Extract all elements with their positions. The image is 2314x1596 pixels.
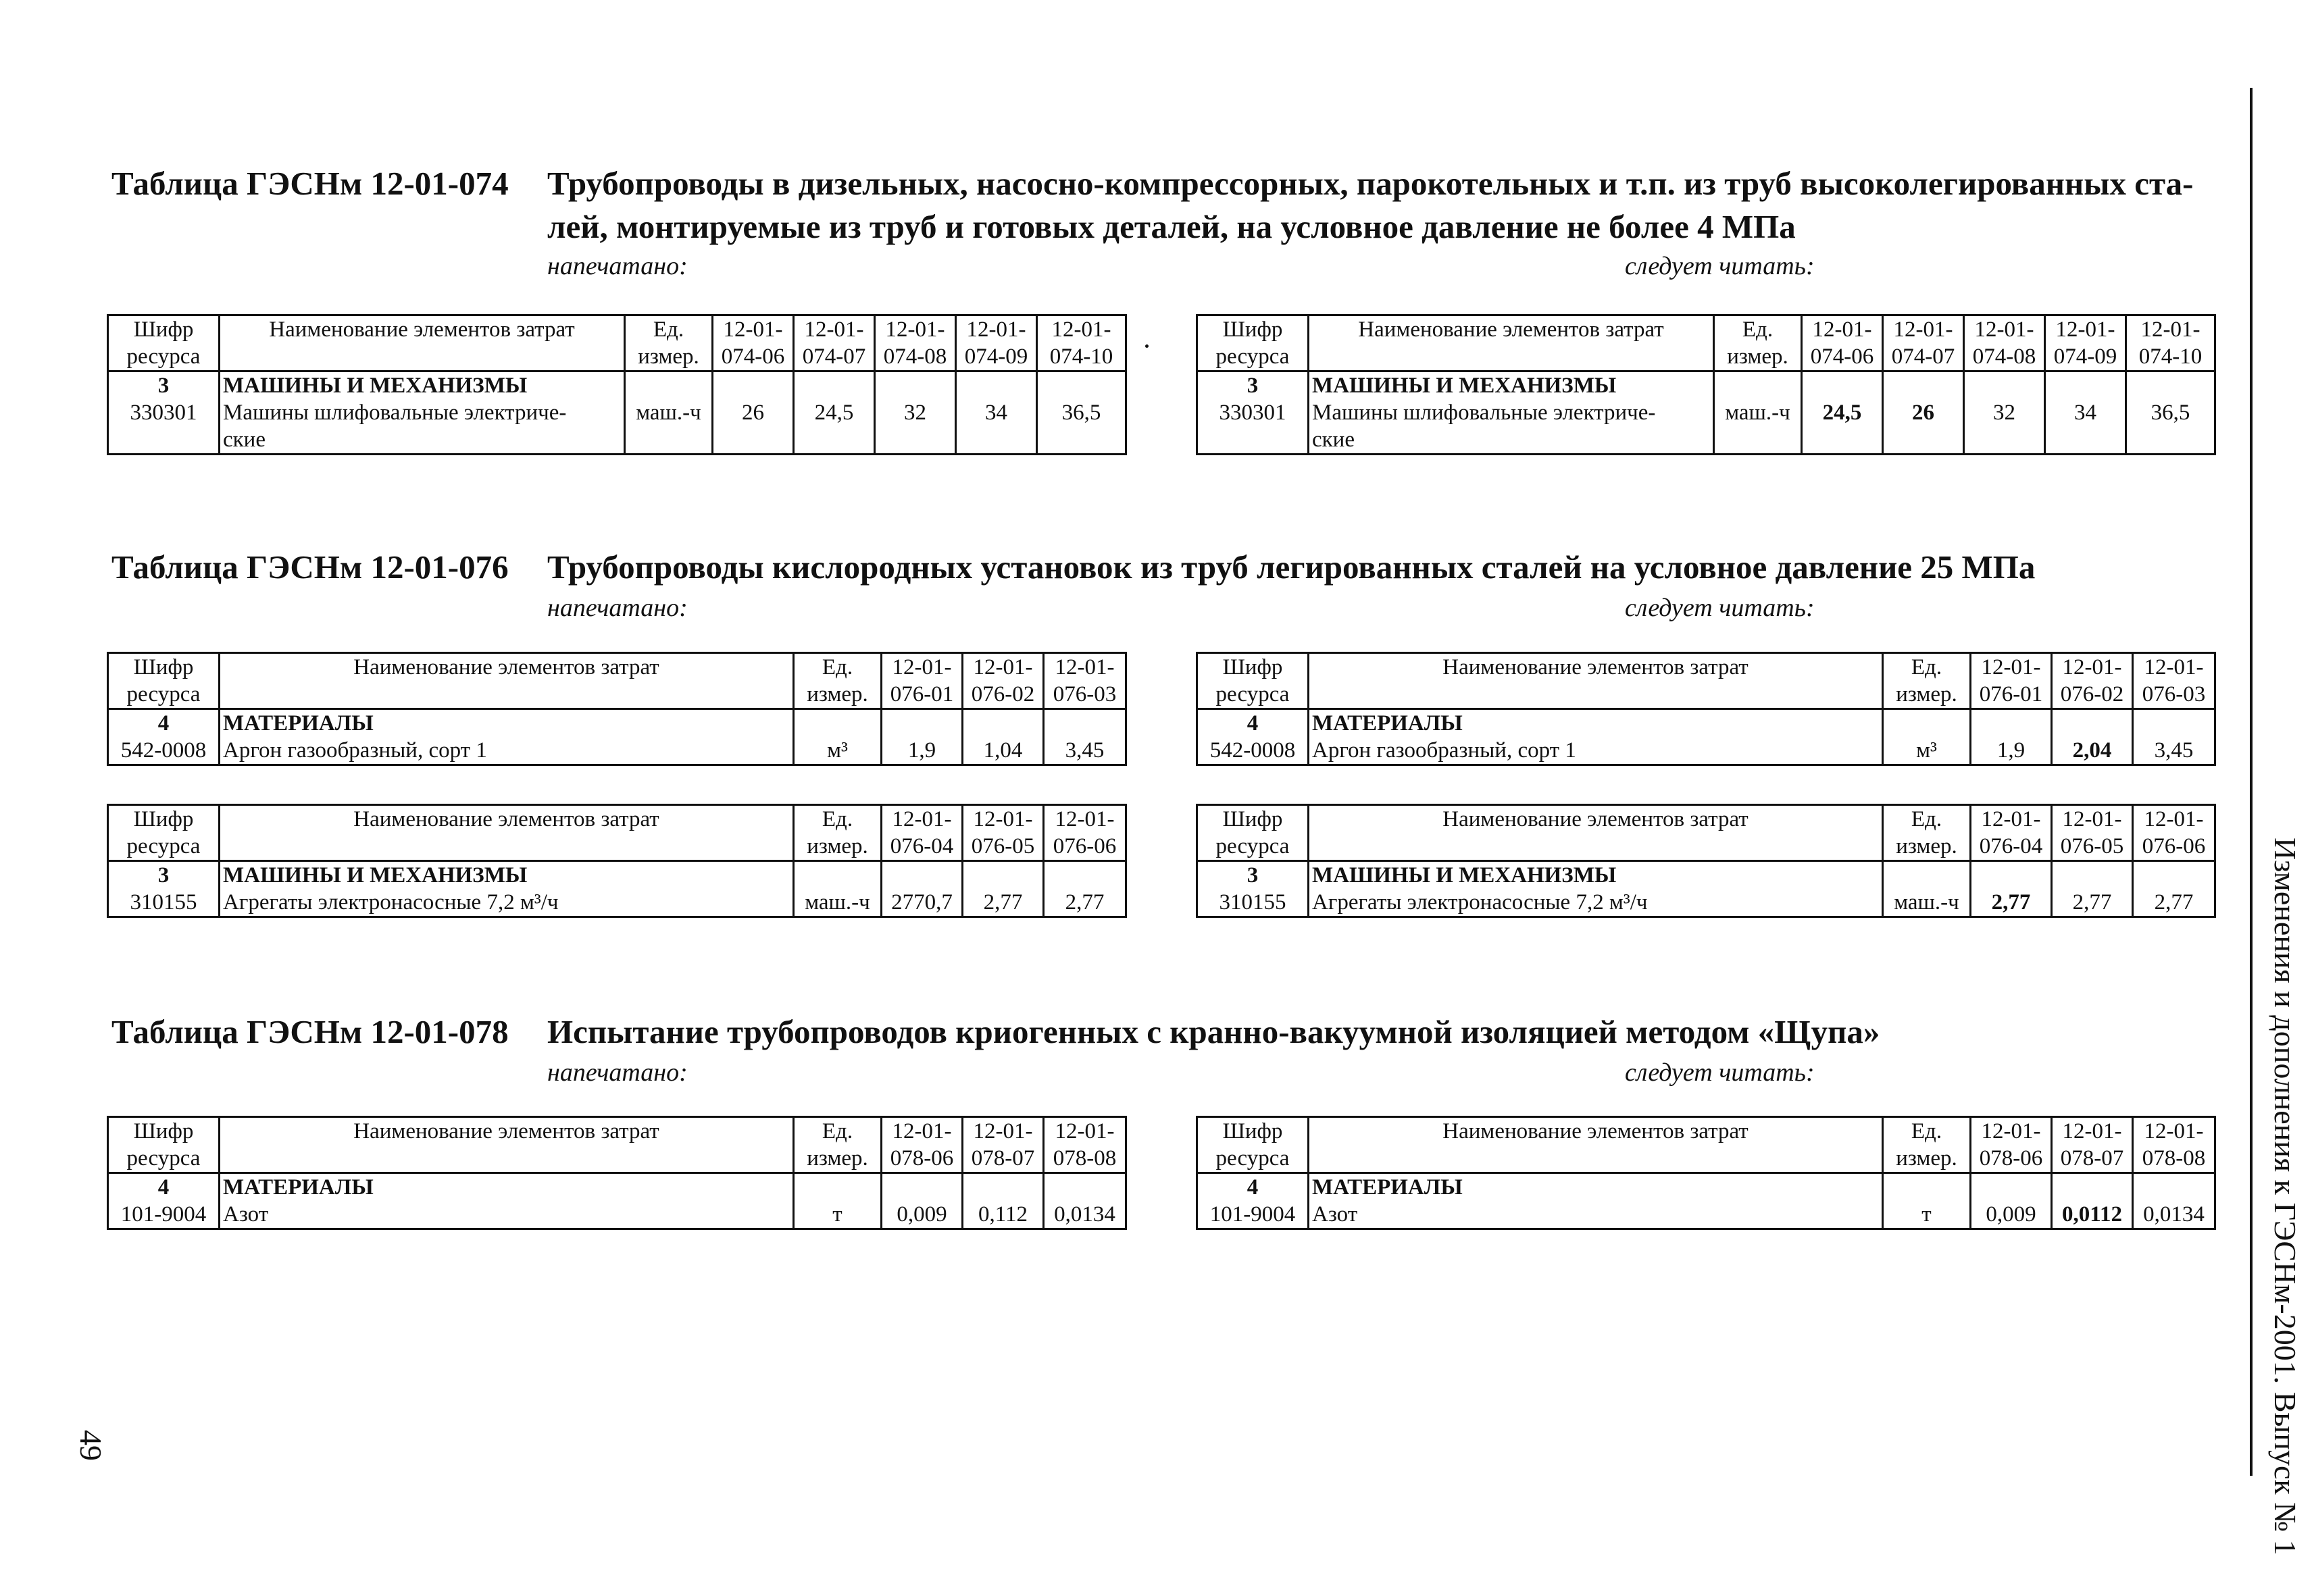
table-row: 330301 Машины шлифовальные электриче- ские маш.-ч 26 24,5 32 34 36,5 (108, 399, 1126, 455)
table-076-a-printed: Шифр Наименование элементов затрат Ед. 12-01- 12-01- 12-01- ресурса измер. 076-01 076-02 076-03 4 МАТЕРИАЛЫ 542-0008 Аргон газообразный, сорт 1 м³ 1,9 1,04 3,45 (107, 652, 1127, 766)
group-row: 4 МАТЕРИАЛЫ (1197, 1173, 2215, 1202)
header-code: Шифр (108, 315, 220, 344)
col-header: 074-08 (875, 343, 956, 371)
printed-label: напечатано: (547, 594, 688, 622)
table-code: Таблица ГЭСНм 12-01-076 (111, 548, 509, 586)
table-caption: Трубопроводы в дизельных, насосно-компрессорных, парокотельных и т.п. из труб высоколегированных ста- лей, монтируемые из труб и готовых деталей, на условное давление не более 4 МПа (547, 165, 2194, 245)
header-unit: Ед. (625, 315, 713, 344)
header-code-2: ресурса (108, 343, 220, 371)
table-076-b-should-read: Шифр Наименование элементов затрат Ед. 12-01- 12-01- 12-01- ресурса измер. 076-04 076-05 076-06 3 МАШИНЫ И МЕХАНИЗМЫ 310155 Агрегаты электронасосные 7,2 м³/ч маш.-ч 2,77 2,77 2,77 (1196, 804, 2216, 918)
table-caption: Трубопроводы кислородных установок из труб легированных сталей на условное давление 25 МПа (547, 548, 2036, 586)
dot-mark (1145, 344, 1149, 348)
table-row: 101-9004 Азот т 0,009 0,112 0,0134 (108, 1201, 1126, 1229)
table-row: 310155 Агрегаты электронасосные 7,2 м³/ч маш.-ч 2,77 2,77 2,77 (1197, 889, 2215, 917)
col-header: 074-07 (794, 343, 875, 371)
group-row: 4 МАТЕРИАЛЫ (108, 1173, 1126, 1202)
col-header: 12-01- (956, 315, 1037, 344)
group-row: 4 МАТЕРИАЛЫ (108, 709, 1126, 738)
printed-label: напечатано: (547, 1058, 688, 1087)
table-row: 542-0008 Аргон газообразный, сорт 1 м³ 1,9 2,04 3,45 (1197, 737, 2215, 765)
table-row: 542-0008 Аргон газообразный, сорт 1 м³ 1,9 1,04 3,45 (108, 737, 1126, 765)
table-code: Таблица ГЭСНм 12-01-078 (111, 1013, 509, 1050)
header-unit-2: измер. (625, 343, 713, 371)
table-code: Таблица ГЭСНм 12-01-074 (111, 165, 509, 202)
header-row: Шифр Наименование элементов затрат Ед. 12-01- 12-01- 12-01- 12-01- 12-01- (1197, 315, 2215, 344)
group-row: 3 МАШИНЫ И МЕХАНИЗМЫ (1197, 861, 2215, 890)
table-row: 330301 Машины шлифовальные электриче- ские маш.-ч 24,5 26 32 34 36,5 (1197, 399, 2215, 455)
col-header: 12-01- (713, 315, 794, 344)
table-078-should-read: Шифр Наименование элементов затрат Ед. 12-01- 12-01- 12-01- ресурса измер. 078-06 078-07 078-08 4 МАТЕРИАЛЫ 101-9004 Азот т 0,009 0,0112 0,0134 (1196, 1116, 2216, 1230)
table-row: 101-9004 Азот т 0,009 0,0112 0,0134 (1197, 1201, 2215, 1229)
header-row-2: ресурса измер. 074-06 074-07 074-08 074-09 074-10 (1197, 343, 2215, 371)
col-header: 074-06 (713, 343, 794, 371)
group-row: 4 МАТЕРИАЛЫ (1197, 709, 2215, 738)
header-row-2 (108, 343, 1126, 371)
table-row: 310155 Агрегаты электронасосные 7,2 м³/ч маш.-ч 2770,7 2,77 2,77 (108, 889, 1126, 917)
table-076-b-printed: Шифр Наименование элементов затрат Ед. 12-01- 12-01- 12-01- ресурса измер. 076-04 076-05 076-06 3 МАШИНЫ И МЕХАНИЗМЫ 310155 Агрегаты электронасосные 7,2 м³/ч маш.-ч 2770,7 2,77 2,77 (107, 804, 1127, 918)
col-header: 12-01- (875, 315, 956, 344)
page-number: 49 (74, 1430, 108, 1461)
col-header: 074-09 (956, 343, 1037, 371)
running-title: Изменения и дополнения к ГЭСНм-2001. Выпуск № 1 (2268, 838, 2303, 1555)
table-074-printed (107, 314, 1127, 455)
table-074-should-read (1196, 314, 2216, 455)
should-read-label: следует читать: (1625, 252, 1815, 280)
col-header: 074-10 (1037, 343, 1126, 371)
col-header: 12-01- (1037, 315, 1126, 344)
group-row: 3 МАШИНЫ И МЕХАНИЗМЫ (108, 371, 1126, 400)
should-read-label: следует читать: (1625, 1058, 1815, 1087)
group-row: 3 МАШИНЫ И МЕХАНИЗМЫ (108, 861, 1126, 890)
table-076-a-should-read: Шифр Наименование элементов затрат Ед. 12-01- 12-01- 12-01- ресурса измер. 076-01 076-02 076-03 4 МАТЕРИАЛЫ 542-0008 Аргон газообразный, сорт 1 м³ 1,9 2,04 3,45 (1196, 652, 2216, 766)
col-header: 12-01- (794, 315, 875, 344)
margin-rule (2250, 88, 2253, 1476)
should-read-label: следует читать: (1625, 594, 1815, 622)
table-caption: Испытание трубопроводов криогенных с кранно-вакуумной изоляцией методом «Щупа» (547, 1013, 1880, 1050)
printed-label: напечатано: (547, 252, 688, 280)
group-row: 3 МАШИНЫ И МЕХАНИЗМЫ (1197, 371, 2215, 400)
table-078-printed: Шифр Наименование элементов затрат Ед. 12-01- 12-01- 12-01- ресурса измер. 078-06 078-07 078-08 4 МАТЕРИАЛЫ 101-9004 Азот т 0,009 0,112 0,0134 (107, 1116, 1127, 1230)
header-name: Наименование элементов затрат (220, 315, 625, 344)
header-row (108, 315, 1126, 344)
